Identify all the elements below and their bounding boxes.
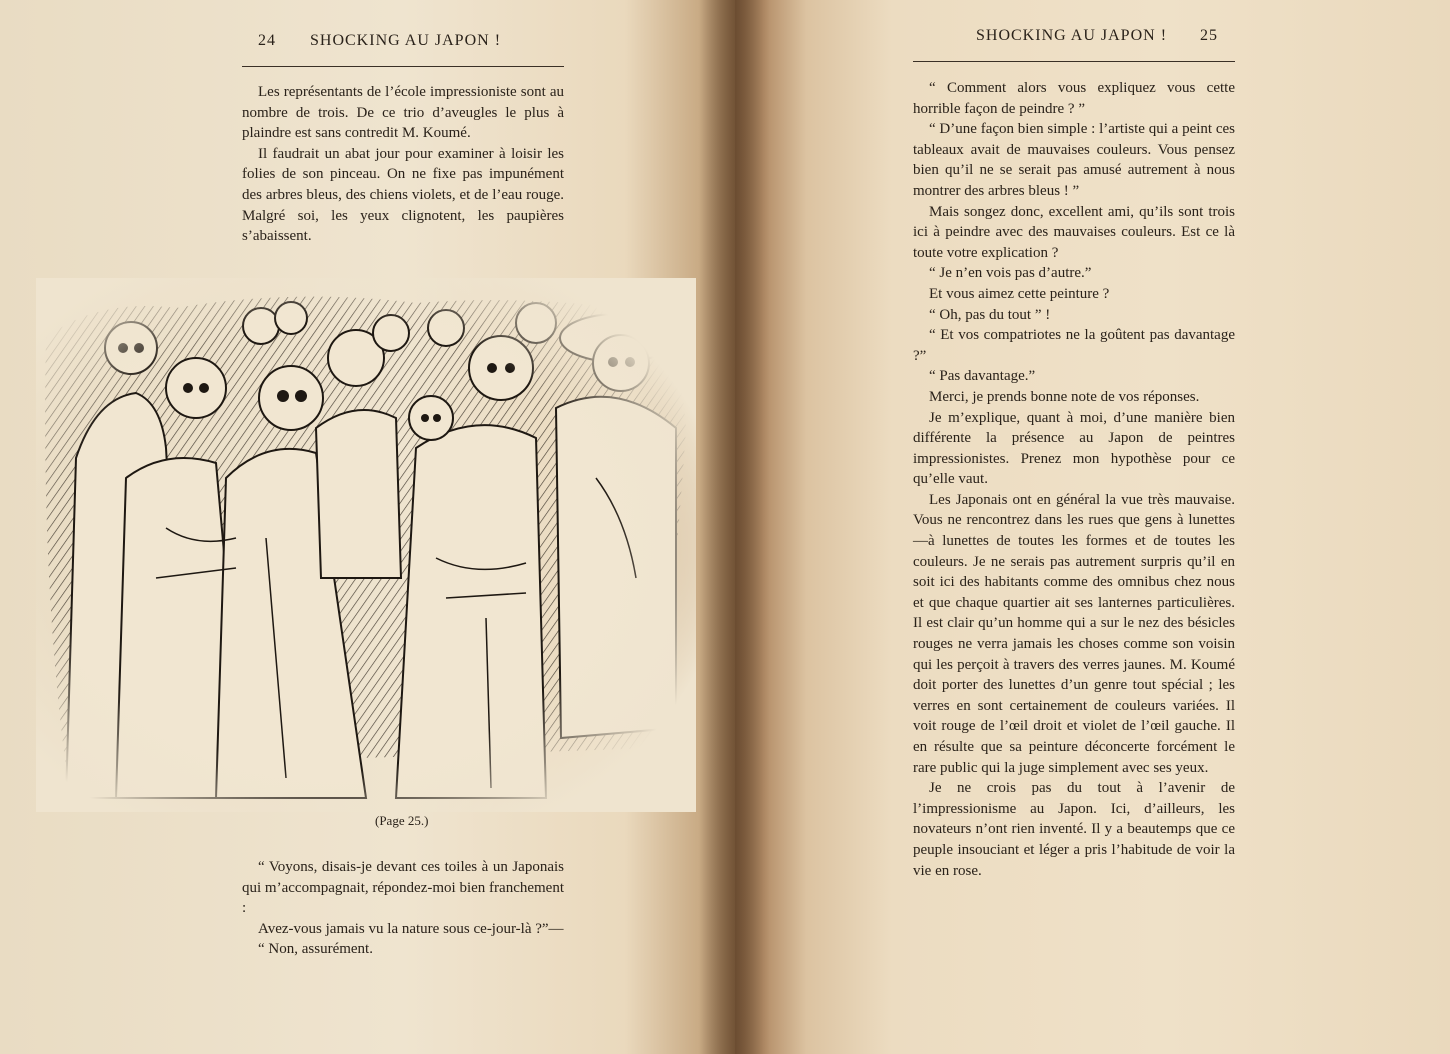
paragraph: Les représentants de l’école impressioniste sont au nombre de trois. De ce trio d’aveugles le plus à plaindre est sans contredit M. Koumé. xyxy=(242,84,564,142)
paragraph: Je m’explique, quant à moi, d’une manière bien différente la présence au Japon de peintres impressionistes. Prenez mon hypothèse pour ce qu’elle vaut. xyxy=(913,409,1235,488)
right-page-number: 25 xyxy=(1200,27,1218,44)
illustration-caption: (Page 25.) xyxy=(375,813,429,828)
paragraph: “ Oh, pas du tout ” ! xyxy=(929,306,1051,323)
paragraph: Merci, je prends bonne note de vos réponses. xyxy=(929,388,1200,405)
paragraph: “ D’une façon bien simple : l’artiste qui a peint ces tableaux avait de mauvaises couleurs. Vous pensez bien qu’il ne se serait pas amusé autrement à nous montrer des arbres bleus ! ” xyxy=(913,121,1235,199)
paragraph: “ Je n’en vois pas d’autre.” xyxy=(929,265,1092,282)
paragraph: “ Comment alors vous expliquez vous cette horrible façon de peindre ? ” xyxy=(913,80,1235,117)
left-head-rule xyxy=(242,66,564,67)
paragraph: Je ne crois pas du tout à l’avenir de l’impressionisme au Japon. Ici, d’ailleurs, les novateurs n’ont rien inventé. Il y a beautemps que ce peuple insouciant et léger a pris l’habitude de voir la vie en rose. xyxy=(913,780,1235,879)
crowd-illustration xyxy=(36,278,696,812)
paragraph: Et vous aimez cette peinture ? xyxy=(929,285,1110,302)
paragraph: Les Japonais ont en général la vue très mauvaise. Vous ne rencontrez dans les rues que gens à lunettes—à lunettes de toutes les formes et de toutes les couleurs. Je ne serais pas autrement surpris qu’il en soit ici des habitants comme des omnibus chez nous et que chaque quartier ait ses lanternes particulières. Il est clair qu’un homme qui a sur le nez des bésicles rouges ne verra jamais les choses comme son voisin qui les perçoit à travers des verres jaunes. M. Koumé doit porter des lunettes d’un genre tout spécial ; les verres en sont certainement de couleurs variées. Il voit rouge de l’œil droit et violet de l’œil gauche. Il en résulte que sa peinture déconcerte forcément le rare public qui la juge simplement avec ses yeux. xyxy=(913,491,1235,776)
paragraph: Avez-vous jamais vu la nature sous ce-jour-là ?”— xyxy=(258,920,564,937)
right-text xyxy=(913,78,1235,881)
paragraph: Il faudrait un abat jour pour examiner à loisir les folies de son pinceau. On ne fixe pas impunément des arbres bleus, des chiens violets, et de l’eau rouge. Malgré soi, les yeux clignotent, les paupières s’abaissent. xyxy=(242,145,564,245)
paragraph: “ Non, assurément. xyxy=(258,941,373,958)
left-running-head: SHOCKING AU JAPON ! xyxy=(310,32,502,49)
paragraph: Mais songez donc, excellent ami, qu’ils sont trois ici à peindre avec des mauvaises couleurs. Est ce là toute votre explication ? xyxy=(913,203,1235,261)
right-running-head: SHOCKING AU JAPON ! xyxy=(976,27,1168,44)
left-top-text xyxy=(242,82,564,247)
right-head-rule xyxy=(913,61,1235,62)
paragraph: “ Et vos compatriotes ne la goûtent pas davantage ?” xyxy=(913,327,1235,364)
paragraph: “ Pas davantage.” xyxy=(929,368,1036,385)
left-page-number: 24 xyxy=(258,32,276,49)
left-bottom-text xyxy=(242,857,564,960)
paragraph: “ Voyons, disais-je devant ces toiles à un Japonais qui m’accompagnait, répondez-moi bien franchement : xyxy=(242,859,564,917)
right-page xyxy=(735,0,1450,1054)
book-gutter xyxy=(700,0,770,1054)
